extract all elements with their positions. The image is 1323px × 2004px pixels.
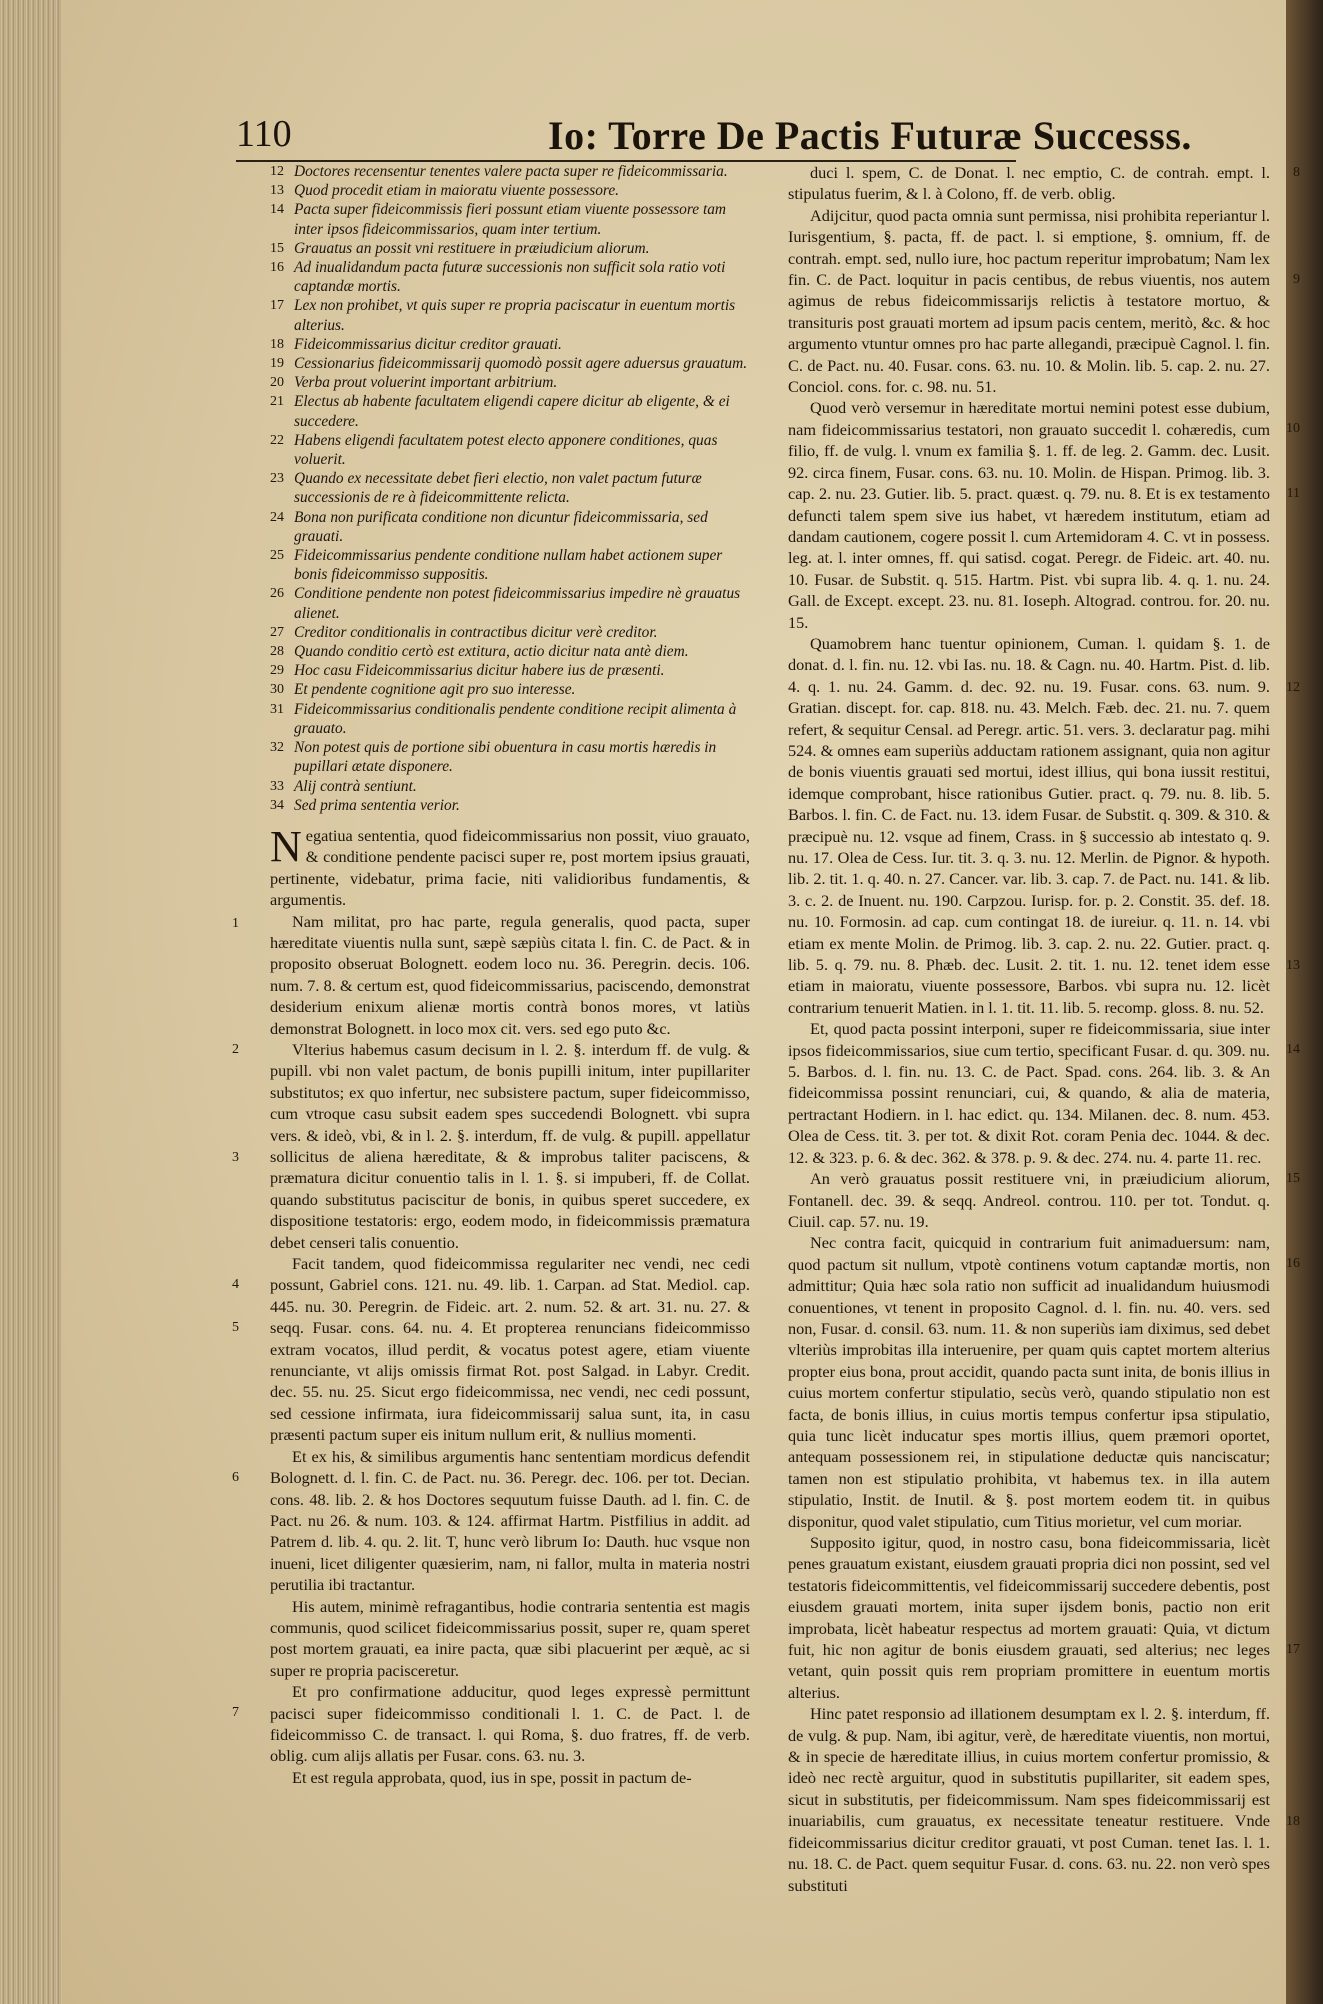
summary-number: 29 [270, 663, 284, 679]
summary-item [270, 354, 750, 373]
running-title: Io: Torre De Pactis Futuræ Successs. [548, 113, 1192, 158]
paragraph [788, 1532, 1300, 1703]
summary-text: Quando ex necessitate debet fieri electio, non valet pactum futuræ successionis de re à fideicommittente relicta. [294, 470, 702, 507]
summary-text: Conditione pendente non potest fideicommissarius impedire nè grauatus alienet. [294, 585, 741, 622]
summary-item [270, 796, 750, 815]
paragraph [788, 162, 1300, 205]
summary-item [270, 162, 750, 181]
summary-item [270, 508, 750, 546]
paragraph [270, 1596, 750, 1682]
summary-text: Fideicommissarius conditionalis pendente conditione recipit alimenta à grauato. [294, 700, 737, 737]
paragraph [788, 1703, 1300, 1896]
summary-text: Et pendente cognitione agit pro suo interesse. [294, 681, 576, 699]
summary-number: 26 [270, 586, 284, 602]
margin-note-number: 9 [1293, 271, 1300, 287]
summary-item [270, 584, 750, 622]
summary-item [270, 296, 750, 334]
summary-number: 12 [270, 164, 284, 179]
paragraph-text: Et ex his, & similibus argumentis hanc sententiam mordicus defendit Bolognett. d. l. fin. C. de Pact. nu. 36. Peregr. dec. 106. per tot. Decian. cons. 48. lib. 2. & hos Doctores sequutum fuisse Dauth. ad l. fin. C. de Pact. nu 26. & num. 103. & 124. affirmat Hartm. Pistfilius in addit. ad Patrem d. lib. 4. qu. 2. lit. T, hunc verò librum Io: Dauth. huc vsque non inueni, licet diligenter quæsierim, nam, ni fallor, multa in materia nostri perutilia ibi tractantur. [270, 1446, 750, 1595]
summary-item [270, 738, 750, 776]
summary-item [270, 258, 750, 296]
drop-cap: N [270, 821, 302, 871]
summary-item [270, 335, 750, 354]
paragraph-text: egatiua sententia, quod fideicommissarius non possit, viuo grauato, & conditione pendente pacisci super re, post mortem ipsius grauati, pertinente, videbatur, prima facie, niti validioribus fundamentis, & argumentis. [270, 825, 750, 910]
paragraph [232, 1253, 750, 1446]
margin-note-number: 17 [1286, 1642, 1300, 1657]
summary-text: Doctores recensentur tenentes valere pacta super re fideicommissaria. [294, 163, 728, 180]
summary-item [270, 777, 750, 796]
summary-number: 22 [270, 432, 284, 448]
summary-item [270, 546, 750, 584]
margin-note-number: 7 [232, 1705, 239, 1721]
summary-item [270, 623, 750, 642]
paragraph-text: Quamobrem hanc tuentur opinionem, Cuman. l. quidam §. 1. de donat. d. l. fin. nu. 12. vbi Ias. nu. 18. & Cagn. nu. 40. Hartm. Pist. d. lib. 4. q. 1. nu. 24. Gamm. d. dec. 92. nu. 19. Fusar. cons. 63. num. 9. Gratian. discept. for. cap. 818. nu. 43. Melch. Fæb. dec. 21. nu. 7. quem refert, & sequitur Censal. ad Peregr. artic. 51. vers. 3. declaratur pag. mihi 524. & omnes eam superiùs adductam rationem assignant, quia non agitur de bonis viuentis grauati sed mortui, idest illius, qui bona iussit restitui, idemque comprobant, hisce rationibus Gutier. pract. q. 79. nu. 8. lib. 5. Barbos. l. fin. C. de Fact. nu. 13. idem Fusar. de Substit. q. 309. & 310. & præcipuè nu. 12. vsque ad finem, Crass. in § successio ab intestato q. 9. nu. 17. Olea de Cess. Iur. tit. 3. q. 3. nu. 12. Merlin. de Pignor. & hypoth. lib. 2. tit. 1. q. 40. n. 27. Cancer. var. lib. 3. cap. 7. de Pact. nu. 141. & lib. 3. c. 2. de Inuent. nu. 190. Carpzou. Iurisp. for. p. 2. Constit. 35. def. 18. nu. 10. Formosin. ad cap. cum contingat 18. de iureiur. q. 11. n. 14. vbi etiam ex mente Molin. de Primog. lib. 3. cap. 2. nu. 22. Gutier. pract. q. lib. 5. q. 79. nu. 8. Phæb. dec. Lusit. 2. tit. 1. nu. 12. tenet idem esse etiam in maioratu, viuente possessore, Barbos. vbi supra nu. 12. licèt contrarium tenuerit Matien. in l. 1. tit. 11. lib. 5. recomp. gloss. 8. nu. 52. [788, 633, 1270, 1017]
summary-number: 33 [270, 778, 284, 794]
summary-item [270, 373, 750, 392]
book-gutter [1286, 0, 1323, 2004]
summary-text: Ad inualidandum pacta futuræ successionis non sufficit sola ratio voti captandæ mortis. [294, 259, 726, 296]
summary-text: Cessionarius fideicommissarij quomodò possit agere aduersus grauatum. [294, 355, 748, 373]
summary-number: 18 [270, 336, 284, 352]
summary-number: 20 [270, 375, 284, 391]
paragraph [788, 633, 1300, 1018]
summary-item [270, 200, 750, 238]
left-text [232, 821, 750, 1788]
summary-item [270, 661, 750, 680]
paragraph [788, 1168, 1300, 1232]
paragraph [270, 821, 750, 911]
summary-number: 34 [270, 797, 284, 813]
summary-text: Habens eligendi facultatem potest electo apponere conditiones, quas voluerit. [294, 431, 718, 469]
margin-note-number: 2 [232, 1041, 239, 1057]
summary-text: Fideicommissarius pendente conditione nullam habet actionem super bonis fideicommisso suppositis. [294, 547, 723, 584]
summary-number: 14 [270, 202, 284, 218]
margin-note-number: 13 [1286, 957, 1300, 973]
paragraph [232, 1446, 750, 1596]
summary-number: 23 [270, 471, 284, 487]
paragraph-text: Et, quod pacta possint interponi, super re fideicommissaria, siue inter ipsos fideicommissarios, siue cum tertio, specificant Fusar. d. qu. 309. nu. 5. Barbos. d. l. fin. nu. 13. C. de Pact. Spad. cons. 264. lib. 3. & An fideicommissa possint renunciari, cui, & quando, & alia de materia, pertractant Hodiern. in l. hac edict. qu. 134. Milanen. dec. 8. num. 453. Olea de Cess. tit. 3. per tot. & dixit Rot. coram Penia dec. 1044. & dec. 12. & 323. p. 6. & dec. 362. & 378. p. 9. & dec. 274. nu. 4. parte 11. rec. [788, 1019, 1270, 1167]
summary-number: 24 [270, 509, 284, 525]
paragraph-text: duci l. spem, C. de Donat. l. nec emptio, C. de contrah. empt. l. stipulatus fuerim, & l. à Colono, ff. de verb. oblig. [788, 163, 1270, 204]
paragraph-text: Nam militat, pro hac parte, regula generalis, quod pacta, super hæreditate viuentis nulla sunt, sæpè sæpiùs citata l. fin. C. de Pact. & in proposito obseruat Bolognett. eodem loco nu. 36. Peregrin. decis. 106. num. 7. 8. & certum est, quod fideicommissarius, paciscendo, demonstrat desiderium enixum alienæ mortis contrà bonos mores, vt latiùs demonstrat Bolognett. in loco mox cit. vers. sed ego puto &c. [270, 911, 750, 1038]
summary-number: 21 [270, 394, 284, 410]
summary-text: Alij contrà sentiunt. [294, 777, 417, 795]
page-edges [0, 0, 62, 2004]
paragraph-text: His autem, minimè refragantibus, hodie contraria sententia est magis communis, quod scilicet fideicommissarius possit, super re, quam speret post mortem grauati, ea inire pacta, quæ sibi placuerint per æquè, ac si super re propria pacisceretur. [270, 1596, 750, 1680]
summary-text: Fideicommissarius dicitur creditor grauati. [294, 335, 562, 353]
summary-text: Lex non prohibet, vt quis super re propria paciscatur in euentum mortis alterius. [294, 297, 736, 334]
margin-note-number: 14 [1286, 1042, 1300, 1058]
summary-number: 31 [270, 701, 284, 717]
summary-number: 25 [270, 548, 284, 564]
paragraph [232, 1039, 750, 1253]
paragraph [788, 1018, 1300, 1168]
margin-note-number: 15 [1286, 1171, 1300, 1187]
summary-text: Non potest quis de portione sibi obuentura in casu mortis hæredis in pupillari ætate disponere. [294, 739, 717, 776]
paragraph [788, 205, 1300, 398]
margin-note-number: 4 [232, 1277, 239, 1293]
summary-text: Quando conditio certò est extitura, actio dicitur nata antè diem. [294, 643, 689, 661]
paragraph-text: Adijcitur, quod pacta omnia sunt permissa, nisi prohibita reperiantur l. Iurisgentium, §. pacta, ff. de pact. l. si emptione, §. omnium, ff. de contrah. empt. sed, nullo iure, hoc pactum reperitur improbatum; Nam lex fin. C. de Pact. loquitur in pacis centibus, de rebus viuentis, nos autem agimus de rebus fideicommissarijs relictis à testatore mortuo, & transituris post grauati mortem ad ipsum pacis centem, meritò, &c. & hoc argumento vtuntur omnes pro hac parte allegandi, præcipuè Cagnol. l. fin. C. de Pact. nu. 40. Fusar. cons. 63. nu. 10. & Molin. lib. 5. cap. 2. nu. 27. Conciol. cons. for. c. 98. nu. 51. [788, 205, 1270, 397]
paragraph [232, 911, 750, 1057]
margin-note-number: 12 [1286, 679, 1300, 695]
summary-number: 13 [270, 183, 284, 199]
summary-item [270, 700, 750, 738]
margin-note-number: 3 [232, 1149, 239, 1165]
page-number: 110 [236, 113, 292, 155]
summary-list [270, 162, 750, 815]
paragraph [270, 1767, 750, 1788]
summary-text: Sed prima sententia verior. [294, 796, 460, 814]
paragraph-text: Et est regula approbata, quod, ius in spe, possit in pactum de- [292, 1767, 692, 1787]
summary-text: Creditor conditionalis in contractibus dicitur verè creditor. [294, 623, 658, 641]
margin-note-number: 11 [1286, 486, 1300, 502]
summary-item [270, 431, 750, 469]
summary-number: 15 [270, 240, 284, 256]
paragraph-text: Hinc patet responsio ad illationem desumptam ex l. 2. §. interdum, ff. de vulg. & pup. Nam, ibi agitur, verè, de hæreditate viuentis, non mortui, & in specie de hæreditate illius, in cuius mortem confertur promissio, & ideò nec rectè arguitur, quod in substitutis pupillariter, sit eadem spes, sicut in substitutis, per fideicommissum. Nam spes fideicommissarij est inuariabilis, cum grauatus, ex necessitate teneatur restituere. Vnde fideicommissarius dicitur creditor grauati, vt post Cuman. tenet Ias. l. 1. nu. 18. C. de Pact. quem sequitur Fusar. d. cons. 63. nu. 22. non verò spes substituti [788, 1704, 1270, 1895]
paragraph [788, 397, 1300, 632]
summary-number: 16 [270, 260, 284, 276]
summary-number: 28 [270, 644, 284, 660]
summary-text: Bona non purificata conditione non dicuntur fideicommissaria, sed grauati. [294, 508, 708, 545]
summary-text: Quod procedit etiam in maioratu viuente possessore. [294, 182, 620, 200]
summary-text: Electus ab habente facultatem eligendi capere dicitur ab eligente, & ei succedere. [294, 393, 730, 430]
margin-note-number: 1 [232, 915, 239, 931]
margin-note-number: 16 [1286, 1256, 1300, 1272]
summary-text: Hoc casu Fideicommissarius dicitur habere ius de præsenti. [294, 662, 665, 680]
summary-item [270, 469, 750, 507]
paragraph-text: Vlterius habemus casum decisum in l. 2. §. interdum ff. de vulg. & pupill. vbi non valet pactum, de bonis pupilli initum, inter pupillariter substitutos; ex quo infertur, nec subsistere pactum, super fideicommisso, cum vtroque casu subsit eadem spes succedendi Bolognett. vbi supra vers. & ideò, vbi, & in l. 2. §. interdum, ff. de vulg. & pupill. appellatur sollicitus de aliena hæreditate, & & improbus taliter paciscens, & præmatura dicitur conuentio talis in l. 1. §. si impuberi, ff. de Collat. quando substitutus paciscitur de bonis, in quibus speret succedere, ex dispositione testatoris: ergo, eodem modo, in fideicommissis præmatura debet censeri talis conuentio. [270, 1039, 750, 1252]
summary-number: 17 [270, 298, 284, 314]
margin-note-number: 8 [1293, 165, 1300, 180]
summary-text: Verba prout voluerint important arbitrium. [294, 374, 558, 392]
margin-note-number: 10 [1286, 421, 1300, 437]
summary-item [270, 680, 750, 699]
left-column [232, 162, 750, 1788]
summary-item [270, 642, 750, 661]
paragraph-text: Nec contra facit, quicquid in contrarium fuit animaduersum: nam, quod pactum sit nullum, vtpotè continens votum captandæ mortis, non admittitur; Quia hæc sola ratio non sufficit ad inualidandum huiusmodi conuentiones, vt tenent in proposito Cagnol. d. l. fin. nu. 40. vers. sed non, Fusar. d. consil. 63. num. 11. & non superiùs iam diximus, sed debet vlteriùs improbitas illa interuenire, per quam quis captet mortem alterius propter eius bona, prout accidit, quando pacta sunt inita, de bonis illius in cuius mortem confertur stipulatio, secùs verò, quando stipulatio non est facta, de bonis illius, in cuius mortis tempus confertur ipsa stipulatio, quia tunc licèt inducatur spes mortis illius, quem præmori oportet, antequam possessionem rei, in stipulatione deductæ quis nanciscatur; tamen non est stipulatio prohibita, vt habemus tex. in illa autem stipulatio, Instit. de Inutil. & §. post mortem eodem tit. in quibus disponitur, quod valet stipulatio, cum Titius morietur, vel cum moriar. [788, 1233, 1270, 1531]
right-text [788, 162, 1300, 1896]
summary-item [270, 181, 750, 200]
paragraph [788, 1232, 1300, 1532]
paragraph [232, 1681, 750, 1767]
paragraph-text: Supposito igitur, quod, in nostro casu, bona fideicommissaria, licèt penes grauatum existant, eiusdem grauati propria dici non possint, sed vel testatoris fideicommittentis, vel fideicommissarij succedere debentis, post eiusdem grauati mortem, inita super ijsdem bonis, pactio non erit improbata, licèt habeatur respectus ad mortem grauati: Quia, vt dictum fuit, hic non agitur de bonis eiusdem grauati, sed alterius; nec leges vetant, quin possit quis rem propriam promittere in euentum mortis alterius. [788, 1533, 1270, 1702]
margin-note-number: 6 [232, 1469, 239, 1485]
summary-number: 27 [270, 624, 284, 640]
margin-note-number: 18 [1286, 1814, 1300, 1830]
summary-item [270, 392, 750, 430]
paragraph-text: Facit tandem, quod fideicommissa regulariter nec vendi, nec cedi possunt, Gabriel cons. 121. nu. 49. lib. 1. Carpan. ad Stat. Mediol. cap. 445. nu. 30. Peregrin. de Fideic. art. 2. num. 52. & art. 31. nu. 27. & seqq. Fusar. cons. 64. nu. 4. Et propterea renuncians fideicommisso extram vocatos, illud perdit, & vocatus potest agere, etiam viuente renunciante, vt alijs omissis firmat Rot. post Salgad. in Labyr. Credit. dec. 55. nu. 25. Sicut ergo fideicommissa, nec vendi, nec cedi possunt, sed cessione infirmata, iura fideicommissarij salua sunt, ita, in casu præsenti pactum super eis initum nullum erit, & nullius momenti. [270, 1254, 750, 1445]
paragraph-text: Quod verò versemur in hæreditate mortui nemini potest esse dubium, nam fideicommissarius testatori, non grauato succedit l. cohæredis, cum filio, ff. de vulg. l. vnum ex familia §. 1. ff. de leg. 2. Gamm. dec. Lusit. 92. circa finem, Fusar. cons. 63. nu. 10. Molin. de Hispan. Primog. lib. 3. cap. 2. nu. 23. Gutier. lib. 5. pract. quæst. q. 79. nu. 8. Et is ex testamento defuncti talem spem sive ius habet, vt hæredem institutum, etiam ad dandam cautionem, cogere possit l. cum Artemidoram 4. C. vt in possess. leg. at. l. inter omnes, ff. qui satisd. cogat. Peregr. de Fideic. art. 40. nu. 10. Fusar. de Substit. q. 515. Hartm. Pist. vbi supra lib. 4. q. 1. nu. 24. Gall. de Except. except. 23. nu. 81. Ioseph. Altograd. controu. for. 20. nu. 15. [788, 398, 1270, 632]
summary-number: 19 [270, 356, 284, 372]
margin-note-number: 5 [232, 1320, 239, 1336]
summary-number: 32 [270, 740, 284, 756]
right-column [788, 162, 1300, 1896]
summary-item [270, 239, 750, 258]
summary-number: 30 [270, 682, 284, 698]
summary-text: Grauatus an possit vni restituere in præiudicium aliorum. [294, 239, 650, 257]
summary-text: Pacta super fideicommissis fieri possunt etiam viuente possessore tam inter ipsos fideicommissarios, quam inter tertium. [294, 201, 727, 238]
paragraph-text: An verò grauatus possit restituere vni, in præiudicium aliorum, Fontanell. dec. 39. & seqq. Andreol. controu. 110. per tot. Tondut. q. Ciuil. cap. 57. nu. 19. [788, 1169, 1270, 1231]
paragraph-text: Et pro confirmatione adducitur, quod leges expressè permittunt pacisci super fideicommisso conditionali l. 1. C. de Pact. l. de fideicommisso C. de transact. l. qui Roma, §. duo fratres, ff. de verb. oblig. cum alijs allatis per Fusar. cons. 63. nu. 3. [270, 1682, 750, 1766]
